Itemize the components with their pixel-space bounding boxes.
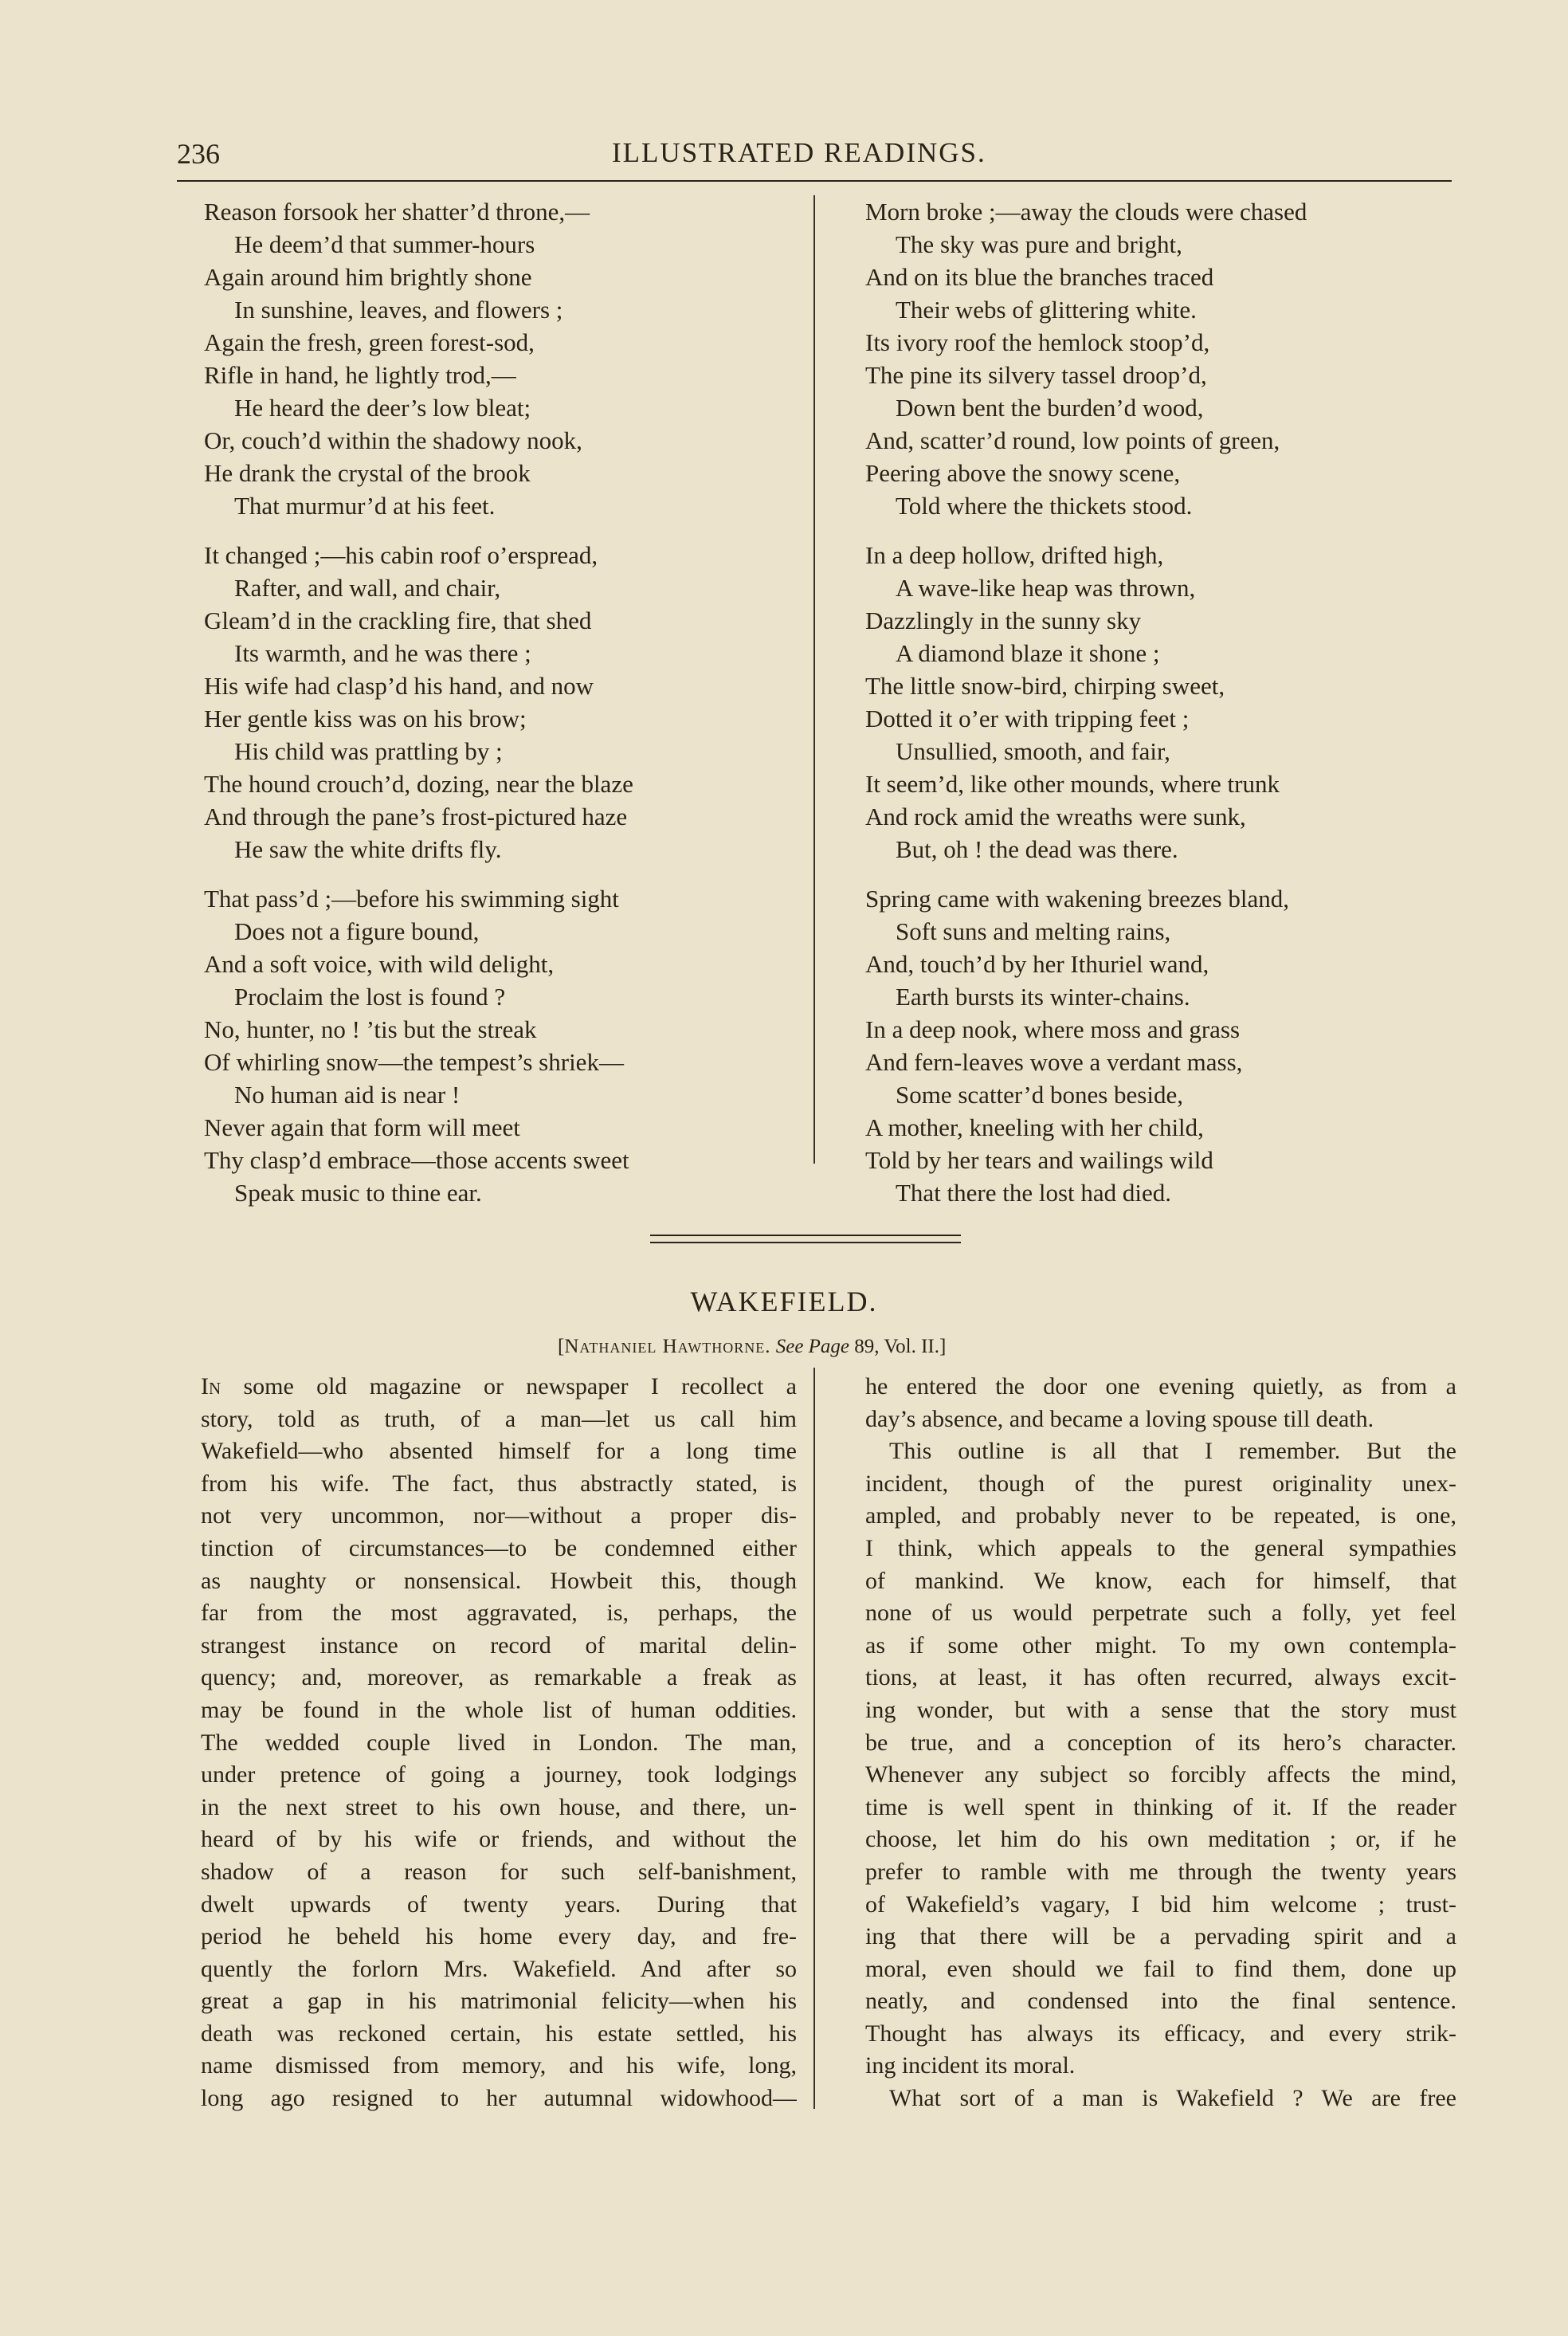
- prose-left-column: [201, 1371, 797, 2115]
- prose-line: day’s absence, and became a loving spouse till death.: [865, 1405, 1374, 1432]
- poem-line: Unsullied, smooth, and fair,: [896, 737, 1170, 765]
- poem-line: Dotted it o’er with tripping feet ;: [865, 705, 1190, 732]
- poem-line: That there the lost had died.: [896, 1179, 1172, 1207]
- prose-line: name dismissed from memory, and his wife, long,: [201, 2052, 797, 2079]
- prose-line: quently the forlorn Mrs. Wakefield. And after so: [201, 1955, 797, 1982]
- running-title: ILLUSTRATED READINGS.: [612, 137, 986, 168]
- attribution-ref: See Page: [775, 1336, 850, 1357]
- prose-line: dwelt upwards of twenty years. During that: [201, 1890, 797, 1918]
- poem-line: He drank the crystal of the brook: [204, 459, 531, 487]
- prose-line: death was reckoned certain, his estate settled, his: [201, 2020, 797, 2047]
- prose-line: strangest instance on record of marital delin-: [201, 1631, 797, 1659]
- poem-line: Again around him brightly shone: [204, 263, 532, 291]
- prose-line: as naughty or nonsensical. Howbeit this, though: [201, 1567, 797, 1594]
- prose-line: as if some other might. To my own contempla-: [865, 1631, 1456, 1659]
- prose-line: ing that there will be a pervading spirit and a: [865, 1923, 1456, 1950]
- poem-line: And, scatter’d round, low points of green,: [865, 426, 1280, 454]
- prose-line: period he beheld his home every day, and fre-: [201, 1923, 797, 1950]
- poem-line: His wife had clasp’d his hand, and now: [204, 672, 594, 700]
- poem-stanza: [204, 882, 809, 1209]
- poem-line: And on its blue the branches traced: [865, 263, 1214, 291]
- poem-line: Rafter, and wall, and chair,: [234, 574, 501, 602]
- poem-line: Dazzlingly in the sunny sky: [865, 607, 1142, 634]
- poem-line: Down bent the burden’d wood,: [896, 394, 1204, 422]
- prose-line: may be found in the whole list of human oddities.: [201, 1696, 797, 1723]
- section-rule-top: [650, 1235, 961, 1236]
- poem-line: And a soft voice, with wild delight,: [204, 950, 555, 978]
- poem-line: And fern-leaves wove a verdant mass,: [865, 1048, 1243, 1076]
- prose-line: incident, though of the purest originality unex-: [865, 1470, 1456, 1497]
- prose-line: heard of by his wife or friends, and without the: [201, 1826, 797, 1853]
- poem-line: In a deep nook, where moss and grass: [865, 1015, 1241, 1043]
- poem-line: Morn broke ;—away the clouds were chased: [865, 198, 1307, 226]
- poem-line: It seem’d, like other mounds, where trunk: [865, 770, 1280, 798]
- poem-line: No human aid is near !: [234, 1081, 461, 1109]
- prose-line: ampled, and probably never to be repeated, is one,: [865, 1502, 1456, 1529]
- prose-line: What sort of a man is Wakefield ? We are free: [889, 2085, 1456, 2112]
- prose-line: far from the most aggravated, is, perhaps, the: [201, 1600, 797, 1627]
- poem-stanza: [204, 539, 809, 866]
- poem-line: The pine its silvery tassel droop’d,: [865, 361, 1207, 389]
- prose-line: shadow of a reason for such self-banishment,: [201, 1858, 797, 1885]
- prose-line: tions, at least, it has often recurred, always excit-: [865, 1664, 1456, 1691]
- poem-line: He heard the deer’s low bleat;: [234, 394, 531, 422]
- poem-line: Some scatter’d bones beside,: [896, 1081, 1183, 1109]
- poem-line: Thy clasp’d embrace—those accents sweet: [204, 1146, 629, 1174]
- poem-line: Her gentle kiss was on his brow;: [204, 705, 527, 732]
- prose-line: Whenever any subject so forcibly affects the mind,: [865, 1761, 1456, 1788]
- poem-line: No, hunter, no ! ’tis but the streak: [204, 1015, 537, 1043]
- poem-line: That pass’d ;—before his swimming sight: [204, 885, 619, 913]
- header-rule: [177, 180, 1452, 182]
- poem-line: Their webs of glittering white.: [896, 296, 1197, 324]
- article-title: WAKEFIELD.: [690, 1286, 878, 1317]
- poem-line: Reason forsook her shatter’d throne,—: [204, 198, 590, 226]
- prose-line: of Wakefield’s vagary, I bid him welcome ; trust-: [865, 1890, 1456, 1918]
- poem-line: A wave-like heap was thrown,: [896, 574, 1196, 602]
- poem-line: Of whirling snow—the tempest’s shriek—: [204, 1048, 624, 1076]
- prose-right-column: [865, 1371, 1456, 2115]
- poem-line: A diamond blaze it shone ;: [896, 639, 1160, 667]
- poem-line: Proclaim the lost is found ?: [234, 983, 506, 1011]
- prose-line: story, told as truth, of a man—let us call him: [201, 1405, 797, 1432]
- prose-line: In some old magazine or newspaper I recollect a: [201, 1373, 797, 1400]
- prose-line: moral, even should we fail to find them, done up: [865, 1955, 1456, 1982]
- prose-line: time is well spent in thinking of it. If the reader: [865, 1793, 1456, 1820]
- poem-stanza: [865, 539, 1471, 866]
- poem-line: Its ivory roof the hemlock stoop’d,: [865, 328, 1210, 356]
- poem-line: Soft suns and melting rains,: [896, 917, 1171, 945]
- poem-line: It changed ;—his cabin roof o’erspread,: [204, 541, 598, 569]
- poem-line: Speak music to thine ear.: [234, 1179, 482, 1207]
- article-attribution: [558, 1336, 946, 1358]
- prose-line: This outline is all that I remember. But the: [889, 1438, 1456, 1465]
- poem-line: Its warmth, and he was there ;: [234, 639, 531, 667]
- poem-line: He saw the white drifts fly.: [234, 835, 502, 863]
- poem-line: But, oh ! the dead was there.: [896, 835, 1178, 863]
- attribution-tail: 89, Vol. II.]: [849, 1336, 947, 1357]
- poem-line: The hound crouch’d, dozing, near the blaze: [204, 770, 633, 798]
- poem-stanza: [204, 195, 809, 522]
- poem-line: A mother, kneeling with her child,: [865, 1113, 1204, 1141]
- poem-line: His child was prattling by ;: [234, 737, 503, 765]
- attribution-author: Nathaniel Hawthorne.: [564, 1336, 771, 1357]
- prose-line: under pretence of going a journey, took lodgings: [201, 1761, 797, 1788]
- poem-line: Or, couch’d within the shadowy nook,: [204, 426, 582, 454]
- poem-line: And rock amid the wreaths were sunk,: [865, 803, 1246, 830]
- poem-line: The sky was pure and bright,: [896, 230, 1182, 258]
- prose-column-divider: [813, 1368, 815, 2109]
- prose-line: not very uncommon, nor—without a proper dis-: [201, 1502, 797, 1529]
- prose-line: of mankind. We know, each for himself, that: [865, 1567, 1456, 1594]
- poem-line: Gleam’d in the crackling fire, that shed: [204, 607, 592, 634]
- poem-line: Told by her tears and wailings wild: [865, 1146, 1213, 1174]
- poem-line: Spring came with wakening breezes bland,: [865, 885, 1289, 913]
- poem-line: And, touch’d by her Ithuriel wand,: [865, 950, 1209, 978]
- poem-line: Rifle in hand, he lightly trod,—: [204, 361, 516, 389]
- poem-line: In a deep hollow, drifted high,: [865, 541, 1164, 569]
- poem-line: In sunshine, leaves, and flowers ;: [234, 296, 563, 324]
- poem-line: Peering above the snowy scene,: [865, 459, 1181, 487]
- prose-line: choose, let him do his own meditation ; or, if he: [865, 1826, 1456, 1853]
- prose-line: ing incident its moral.: [865, 2052, 1076, 2079]
- poem-line: Never again that form will meet: [204, 1113, 520, 1141]
- prose-line: none of us would perpetrate such a folly, yet feel: [865, 1600, 1456, 1627]
- prose-line: prefer to ramble with me through the twenty years: [865, 1858, 1456, 1885]
- prose-line: from his wife. The fact, thus abstractly stated, is: [201, 1470, 797, 1497]
- prose-line: ing wonder, but with a sense that the story must: [865, 1696, 1456, 1723]
- poem-line: The little snow-bird, chirping sweet,: [865, 672, 1225, 700]
- prose-line: quency; and, moreover, as remarkable a freak as: [201, 1664, 797, 1691]
- prose-line: be true, and a conception of its hero’s character.: [865, 1729, 1456, 1756]
- section-rule-bottom: [650, 1242, 961, 1243]
- attribution-open: [: [558, 1336, 565, 1357]
- prose-line: in the next street to his own house, and there, un-: [201, 1793, 797, 1820]
- prose-line: I think, which appeals to the general sympathies: [865, 1534, 1456, 1561]
- prose-line: he entered the door one evening quietly, as from a: [865, 1373, 1456, 1400]
- page-number: 236: [177, 138, 220, 170]
- poem-line: Again the fresh, green forest-sod,: [204, 328, 535, 356]
- poem-line: Told where the thickets stood.: [896, 492, 1193, 520]
- prose-line: Wakefield—who absented himself for a long time: [201, 1438, 797, 1465]
- prose-line: tinction of circumstances—to be condemned either: [201, 1534, 797, 1561]
- prose-line: long ago resigned to her autumnal widowhood—: [201, 2085, 797, 2112]
- prose-line: neatly, and condensed into the final sentence.: [865, 1988, 1456, 2015]
- poem-right-column: [865, 195, 1471, 1226]
- prose-line: great a gap in his matrimonial felicity—when his: [201, 1988, 797, 2015]
- poem-stanza: [865, 195, 1471, 522]
- poem-line: Earth bursts its winter-chains.: [896, 983, 1190, 1011]
- poem-column-divider: [813, 195, 815, 1164]
- poem-line: And through the pane’s frost-pictured haze: [204, 803, 628, 830]
- poem-line: He deem’d that summer-hours: [234, 230, 535, 258]
- poem-stanza: [865, 882, 1471, 1209]
- page-header: [177, 137, 1452, 177]
- poem-line: Does not a figure bound,: [234, 917, 480, 945]
- poem-line: That murmur’d at his feet.: [234, 492, 496, 520]
- prose-line: Thought has always its efficacy, and every strik-: [865, 2020, 1456, 2047]
- poem-left-column: [204, 195, 809, 1226]
- prose-line: The wedded couple lived in London. The man,: [201, 1729, 797, 1756]
